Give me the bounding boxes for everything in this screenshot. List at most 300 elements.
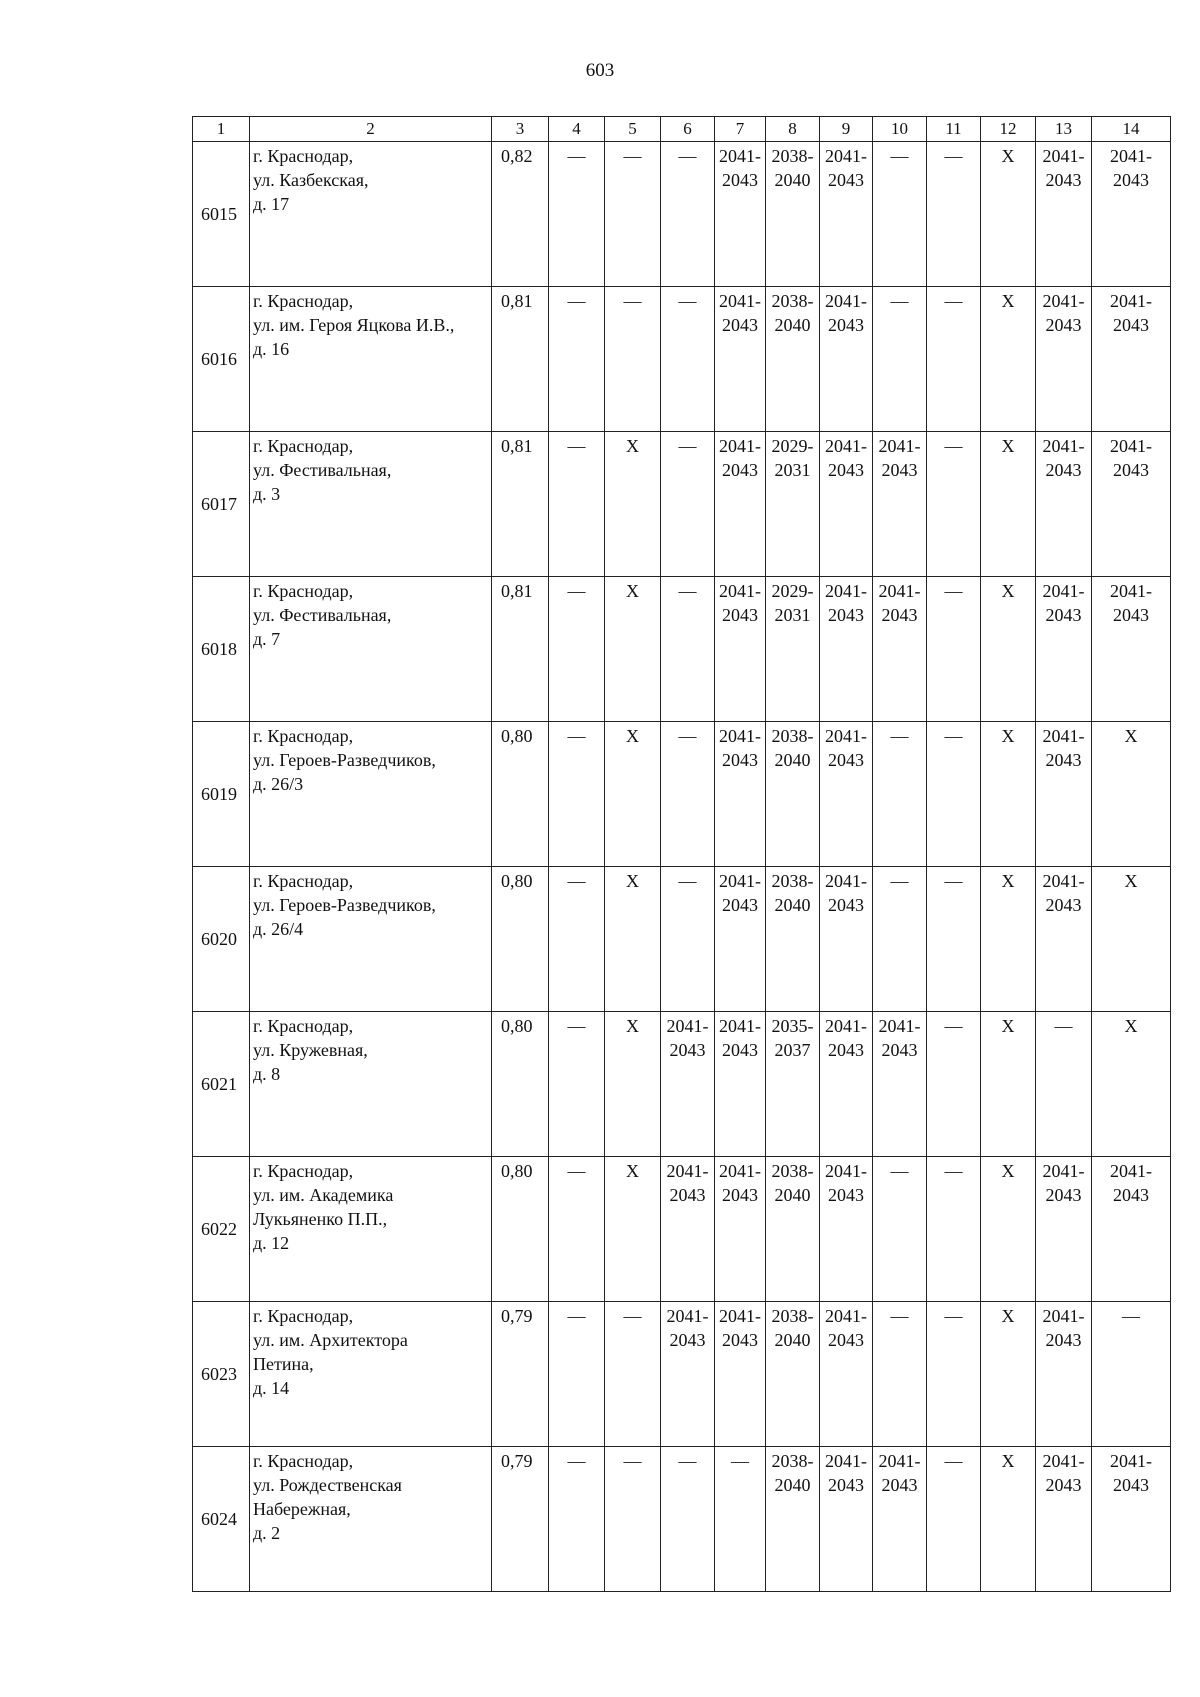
address-cell xyxy=(250,1012,492,1157)
column-header-10: 10 xyxy=(873,117,927,142)
table-cell-col-14 xyxy=(1092,1012,1171,1157)
table-cell-col-10 xyxy=(873,432,927,577)
cell-text: Х xyxy=(626,1161,639,1181)
table-cell-col-5 xyxy=(605,577,661,722)
cell-text: Х xyxy=(1001,1016,1015,1036)
cell-text: 2041- 2043 xyxy=(1042,146,1085,190)
column-header-11: 11 xyxy=(927,117,981,142)
row-number: 6017 xyxy=(193,432,250,577)
table-row xyxy=(193,577,1171,722)
address-line: Петина, xyxy=(253,1354,314,1374)
table-cell-col-10 xyxy=(873,142,927,287)
table-cell-col-7 xyxy=(715,142,766,287)
cell-text: — xyxy=(623,1306,642,1326)
table-cell-col-8 xyxy=(766,722,820,867)
value-cell: 0,82 xyxy=(492,142,549,287)
table-cell-col-12 xyxy=(981,1302,1036,1447)
column-header-13: 13 xyxy=(1036,117,1092,142)
cell-text: 2041- 2043 xyxy=(1110,1161,1152,1205)
table-cell-col-7 xyxy=(715,577,766,722)
row-number: 6023 xyxy=(193,1302,250,1447)
table-cell-col-11 xyxy=(927,287,981,432)
cell-text: 2041- 2043 xyxy=(719,581,761,625)
cell-text: 2038- 2040 xyxy=(771,291,814,335)
table-cell-col-6 xyxy=(661,1157,715,1302)
table-cell-col-10 xyxy=(873,722,927,867)
row-number: 6020 xyxy=(193,867,250,1012)
cell-text: 2038- 2040 xyxy=(771,726,814,770)
row-number: 6015 xyxy=(193,142,250,287)
column-header-6: 6 xyxy=(661,117,715,142)
cell-text: — xyxy=(944,436,963,456)
address-line: г. Краснодар, xyxy=(253,871,354,891)
table-row xyxy=(193,1157,1171,1302)
column-header-14: 14 xyxy=(1092,117,1171,142)
table-cell-col-13 xyxy=(1036,142,1092,287)
cell-text: — xyxy=(890,1161,909,1181)
cell-text: — xyxy=(623,291,642,311)
cell-text: — xyxy=(567,146,586,166)
cell-text: — xyxy=(678,436,697,456)
cell-text: — xyxy=(623,146,642,166)
cell-text: 2041- 2043 xyxy=(666,1016,709,1060)
cell-text: — xyxy=(890,726,909,746)
address-line: г. Краснодар, xyxy=(253,436,354,456)
cell-text: 2041- 2043 xyxy=(1110,146,1152,190)
value-cell: 0,79 xyxy=(492,1302,549,1447)
table-cell-col-11 xyxy=(927,577,981,722)
address-cell xyxy=(250,1302,492,1447)
table-cell-col-13 xyxy=(1036,1447,1092,1592)
table-cell-col-10 xyxy=(873,867,927,1012)
table-cell-col-9 xyxy=(820,867,873,1012)
cell-text: 2041- 2043 xyxy=(825,871,867,915)
table-cell-col-13 xyxy=(1036,867,1092,1012)
value-cell: 0,80 xyxy=(492,867,549,1012)
cell-text: 2041- 2043 xyxy=(825,581,867,625)
column-header-12: 12 xyxy=(981,117,1036,142)
table-cell-col-14 xyxy=(1092,1302,1171,1447)
table-row xyxy=(193,867,1171,1012)
cell-text: 2041- 2043 xyxy=(825,291,867,335)
cell-text: 2041- 2043 xyxy=(825,1016,867,1060)
row-number: 6019 xyxy=(193,722,250,867)
cell-text: — xyxy=(678,1451,697,1471)
cell-text: — xyxy=(567,581,586,601)
table-cell-col-7 xyxy=(715,287,766,432)
table-cell-col-13 xyxy=(1036,577,1092,722)
cell-text: 2041- 2043 xyxy=(666,1161,709,1205)
cell-text: — xyxy=(678,726,697,746)
address-cell xyxy=(250,432,492,577)
cell-text: 2041- 2043 xyxy=(1042,1306,1085,1350)
address-line: ул. им. Академика xyxy=(253,1185,394,1205)
table-cell-col-11 xyxy=(927,1157,981,1302)
cell-text: 2041- 2043 xyxy=(878,1016,921,1060)
cell-text: 2041- 2043 xyxy=(1042,581,1085,625)
row-number: 6016 xyxy=(193,287,250,432)
address-cell xyxy=(250,867,492,1012)
table-cell-col-9 xyxy=(820,142,873,287)
cell-text: 2041- 2043 xyxy=(719,436,761,480)
cell-text: — xyxy=(944,581,963,601)
table-cell-col-10 xyxy=(873,1157,927,1302)
cell-text: — xyxy=(944,726,963,746)
table-cell-col-6 xyxy=(661,1302,715,1447)
table-row xyxy=(193,432,1171,577)
cell-text: 2038- 2040 xyxy=(771,146,814,190)
cell-text: 2041- 2043 xyxy=(1110,581,1152,625)
table-row xyxy=(193,1012,1171,1157)
cell-text: 2041- 2043 xyxy=(825,1451,867,1495)
address-cell xyxy=(250,287,492,432)
table-cell-col-14 xyxy=(1092,287,1171,432)
table-cell-col-8 xyxy=(766,577,820,722)
address-cell xyxy=(250,142,492,287)
table-cell-col-6 xyxy=(661,1447,715,1592)
cell-text: Х xyxy=(1001,1451,1015,1471)
value-cell: 0,81 xyxy=(492,287,549,432)
address-line: д. 2 xyxy=(253,1523,281,1543)
value-cell: 0,80 xyxy=(492,722,549,867)
value-cell: 0,80 xyxy=(492,1157,549,1302)
table-cell-col-8 xyxy=(766,1302,820,1447)
cell-text: — xyxy=(890,146,909,166)
cell-text: 2041- 2043 xyxy=(719,291,761,335)
address-line: ул. Кружевная, xyxy=(253,1040,368,1060)
address-line: ул. Рождественская xyxy=(253,1475,402,1495)
table-cell-col-11 xyxy=(927,1302,981,1447)
table-cell-col-7 xyxy=(715,1302,766,1447)
address-line: г. Краснодар, xyxy=(253,581,354,601)
column-header-9: 9 xyxy=(820,117,873,142)
table-row xyxy=(193,722,1171,867)
column-header-7: 7 xyxy=(715,117,766,142)
table-cell-col-10 xyxy=(873,577,927,722)
cell-text: Х xyxy=(1124,871,1138,891)
address-cell xyxy=(250,1157,492,1302)
table-cell-col-9 xyxy=(820,287,873,432)
table-cell-col-11 xyxy=(927,722,981,867)
table-cell-col-13 xyxy=(1036,1302,1092,1447)
cell-text: Х xyxy=(626,436,639,456)
cell-text: — xyxy=(567,1161,586,1181)
cell-text: 2041- 2043 xyxy=(1042,291,1085,335)
table-cell-col-8 xyxy=(766,287,820,432)
table-cell-col-10 xyxy=(873,287,927,432)
cell-text: Х xyxy=(626,581,639,601)
table-cell-col-4 xyxy=(549,287,605,432)
cell-text: 2041- 2043 xyxy=(878,436,921,480)
table-cell-col-9 xyxy=(820,722,873,867)
cell-text: Х xyxy=(1001,291,1015,311)
cell-text: — xyxy=(1122,1306,1140,1326)
cell-text: Х xyxy=(1001,726,1015,746)
address-line: д. 26/3 xyxy=(253,774,304,794)
table-cell-col-12 xyxy=(981,1012,1036,1157)
table-cell-col-6 xyxy=(661,1012,715,1157)
table-cell-col-9 xyxy=(820,1012,873,1157)
value-cell: 0,80 xyxy=(492,1012,549,1157)
column-header-3: 3 xyxy=(492,117,549,142)
column-header-8: 8 xyxy=(766,117,820,142)
table-cell-col-4 xyxy=(549,142,605,287)
row-number: 6024 xyxy=(193,1447,250,1592)
cell-text: — xyxy=(944,1306,963,1326)
table-cell-col-13 xyxy=(1036,722,1092,867)
cell-text: 2041- 2043 xyxy=(1042,871,1085,915)
cell-text: 2038- 2040 xyxy=(771,871,814,915)
table-cell-col-10 xyxy=(873,1447,927,1592)
cell-text: — xyxy=(567,1016,586,1036)
cell-text: Х xyxy=(626,1016,639,1036)
table-cell-col-5 xyxy=(605,1157,661,1302)
cell-text: Х xyxy=(626,871,639,891)
address-line: г. Краснодар, xyxy=(253,1451,354,1471)
cell-text: Х xyxy=(1001,146,1015,166)
table-row xyxy=(193,1447,1171,1592)
cell-text: 2041- 2043 xyxy=(1110,291,1152,335)
cell-text: — xyxy=(944,1161,963,1181)
cell-text: Х xyxy=(1001,436,1015,456)
table-cell-col-4 xyxy=(549,1447,605,1592)
address-line: Набережная, xyxy=(253,1499,351,1519)
address-line: ул. Героев-Разведчиков, xyxy=(253,895,436,915)
table-cell-col-6 xyxy=(661,722,715,867)
cell-text: 2041- 2043 xyxy=(1042,1451,1085,1495)
table-cell-col-11 xyxy=(927,1012,981,1157)
address-line: г. Краснодар, xyxy=(253,146,354,166)
table-cell-col-7 xyxy=(715,1447,766,1592)
table-cell-col-8 xyxy=(766,1157,820,1302)
cell-text: — xyxy=(678,146,697,166)
cell-text: 2041- 2043 xyxy=(878,581,921,625)
cell-text: — xyxy=(678,581,697,601)
address-line: Лукьяненко П.П., xyxy=(253,1209,388,1229)
table-cell-col-5 xyxy=(605,867,661,1012)
column-header-1: 1 xyxy=(193,117,250,142)
table-cell-col-5 xyxy=(605,142,661,287)
table-cell-col-14 xyxy=(1092,142,1171,287)
table-cell-col-10 xyxy=(873,1302,927,1447)
table-cell-col-13 xyxy=(1036,287,1092,432)
cell-text: — xyxy=(944,1451,963,1471)
table-cell-col-4 xyxy=(549,1012,605,1157)
table-cell-col-9 xyxy=(820,1447,873,1592)
address-line: д. 26/4 xyxy=(253,919,304,939)
cell-text: 2041- 2043 xyxy=(666,1306,709,1350)
cell-text: Х xyxy=(1124,1016,1138,1036)
address-line: ул. Фестивальная, xyxy=(253,460,392,480)
table-cell-col-14 xyxy=(1092,867,1171,1012)
cell-text: 2041- 2043 xyxy=(719,1161,761,1205)
table-cell-col-9 xyxy=(820,1157,873,1302)
cell-text: 2029- 2031 xyxy=(771,436,814,480)
cell-text: — xyxy=(567,1306,586,1326)
table-cell-col-4 xyxy=(549,722,605,867)
cell-text: Х xyxy=(1001,581,1015,601)
value-cell: 0,81 xyxy=(492,432,549,577)
address-line: д. 12 xyxy=(253,1233,290,1253)
table-cell-col-11 xyxy=(927,867,981,1012)
cell-text: 2029- 2031 xyxy=(771,581,814,625)
table-cell-col-7 xyxy=(715,722,766,867)
table-cell-col-12 xyxy=(981,1157,1036,1302)
cell-text: 2041- 2043 xyxy=(878,1451,921,1495)
address-line: ул. им. Архитектора xyxy=(253,1330,408,1350)
cell-text: 2041- 2043 xyxy=(1042,436,1085,480)
table-cell-col-8 xyxy=(766,867,820,1012)
cell-text: — xyxy=(623,1451,642,1471)
table-cell-col-14 xyxy=(1092,432,1171,577)
cell-text: 2035- 2037 xyxy=(771,1016,814,1060)
table-cell-col-14 xyxy=(1092,1447,1171,1592)
table-cell-col-8 xyxy=(766,1012,820,1157)
table-cell-col-9 xyxy=(820,1302,873,1447)
table-cell-col-5 xyxy=(605,1012,661,1157)
cell-text: Х xyxy=(1001,1161,1015,1181)
table-cell-col-7 xyxy=(715,1157,766,1302)
cell-text: — xyxy=(731,1451,749,1471)
table-cell-col-13 xyxy=(1036,432,1092,577)
table-cell-col-12 xyxy=(981,577,1036,722)
table-cell-col-5 xyxy=(605,432,661,577)
cell-text: Х xyxy=(1001,871,1015,891)
table-cell-col-8 xyxy=(766,1447,820,1592)
cell-text: Х xyxy=(1124,726,1138,746)
table-cell-col-8 xyxy=(766,142,820,287)
table-row xyxy=(193,1302,1171,1447)
cell-text: — xyxy=(567,1451,586,1471)
table-row xyxy=(193,142,1171,287)
cell-text: — xyxy=(944,1016,963,1036)
table-cell-col-4 xyxy=(549,432,605,577)
cell-text: 2041- 2043 xyxy=(825,436,867,480)
cell-text: Х xyxy=(626,726,639,746)
table-cell-col-13 xyxy=(1036,1157,1092,1302)
address-line: г. Краснодар, xyxy=(253,1016,354,1036)
cell-text: — xyxy=(567,291,586,311)
cell-text: — xyxy=(678,291,697,311)
address-line: д. 14 xyxy=(253,1378,290,1398)
cell-text: 2041- 2043 xyxy=(1042,726,1085,770)
cell-text: 2041- 2043 xyxy=(825,726,867,770)
cell-text: — xyxy=(944,291,963,311)
cell-text: 2041- 2043 xyxy=(1110,436,1152,480)
table-cell-col-12 xyxy=(981,722,1036,867)
table-cell-col-7 xyxy=(715,432,766,577)
table-cell-col-6 xyxy=(661,867,715,1012)
address-line: д. 3 xyxy=(253,484,281,504)
cell-text: — xyxy=(944,146,963,166)
cell-text: — xyxy=(1054,1016,1073,1036)
table-cell-col-5 xyxy=(605,722,661,867)
cell-text: 2041- 2043 xyxy=(719,871,761,915)
cell-text: 2041- 2043 xyxy=(825,146,867,190)
address-line: ул. им. Героя Яцкова И.В., xyxy=(253,315,455,335)
table-cell-col-8 xyxy=(766,432,820,577)
table-cell-col-14 xyxy=(1092,577,1171,722)
table-cell-col-6 xyxy=(661,142,715,287)
table-cell-col-5 xyxy=(605,1302,661,1447)
cell-text: 2041- 2043 xyxy=(719,726,761,770)
cell-text: — xyxy=(890,871,909,891)
address-line: ул. Героев-Разведчиков, xyxy=(253,750,436,770)
address-line: д. 16 xyxy=(253,339,290,359)
table-cell-col-12 xyxy=(981,142,1036,287)
table-cell-col-11 xyxy=(927,1447,981,1592)
column-header-2: 2 xyxy=(250,117,492,142)
cell-text: — xyxy=(890,291,909,311)
table-row xyxy=(193,287,1171,432)
table-cell-col-12 xyxy=(981,287,1036,432)
registry-table xyxy=(192,116,1171,1592)
table-cell-col-6 xyxy=(661,287,715,432)
cell-text: Х xyxy=(1001,1306,1015,1326)
column-header-5: 5 xyxy=(605,117,661,142)
cell-text: 2041- 2043 xyxy=(1042,1161,1085,1205)
table-cell-col-12 xyxy=(981,432,1036,577)
table-cell-col-14 xyxy=(1092,722,1171,867)
table-cell-col-6 xyxy=(661,432,715,577)
address-line: г. Краснодар, xyxy=(253,1161,354,1181)
row-number: 6018 xyxy=(193,577,250,722)
cell-text: 2038- 2040 xyxy=(771,1306,814,1350)
address-cell xyxy=(250,722,492,867)
cell-text: — xyxy=(944,871,963,891)
table-header xyxy=(193,117,1171,142)
cell-text: 2041- 2043 xyxy=(1110,1451,1152,1495)
table-cell-col-4 xyxy=(549,1157,605,1302)
table-cell-col-14 xyxy=(1092,1157,1171,1302)
table-cell-col-11 xyxy=(927,432,981,577)
cell-text: 2041- 2043 xyxy=(719,1016,761,1060)
address-cell xyxy=(250,1447,492,1592)
cell-text: 2038- 2040 xyxy=(771,1161,814,1205)
cell-text: — xyxy=(567,436,586,456)
table-cell-col-4 xyxy=(549,867,605,1012)
table-cell-col-12 xyxy=(981,867,1036,1012)
cell-text: 2041- 2043 xyxy=(719,1306,761,1350)
table-cell-col-12 xyxy=(981,1447,1036,1592)
address-line: д. 7 xyxy=(253,629,281,649)
value-cell: 0,81 xyxy=(492,577,549,722)
header-row xyxy=(193,117,1171,142)
table-cell-col-7 xyxy=(715,867,766,1012)
row-number: 6021 xyxy=(193,1012,250,1157)
table-cell-col-6 xyxy=(661,577,715,722)
column-header-4: 4 xyxy=(549,117,605,142)
table-cell-col-5 xyxy=(605,1447,661,1592)
cell-text: 2041- 2043 xyxy=(825,1161,867,1205)
address-line: ул. Фестивальная, xyxy=(253,605,392,625)
table-cell-col-11 xyxy=(927,142,981,287)
address-line: д. 8 xyxy=(253,1064,281,1084)
address-line: г. Краснодар, xyxy=(253,1306,354,1326)
table-cell-col-9 xyxy=(820,577,873,722)
table-cell-col-4 xyxy=(549,1302,605,1447)
cell-text: 2041- 2043 xyxy=(719,146,761,190)
address-line: г. Краснодар, xyxy=(253,291,354,311)
table-body xyxy=(193,142,1171,1592)
value-cell: 0,79 xyxy=(492,1447,549,1592)
address-line: ул. Казбекская, xyxy=(253,170,369,190)
table-cell-col-9 xyxy=(820,432,873,577)
cell-text: — xyxy=(678,871,697,891)
cell-text: — xyxy=(567,871,586,891)
cell-text: 2038- 2040 xyxy=(771,1451,814,1495)
page-number: 603 xyxy=(585,60,615,81)
